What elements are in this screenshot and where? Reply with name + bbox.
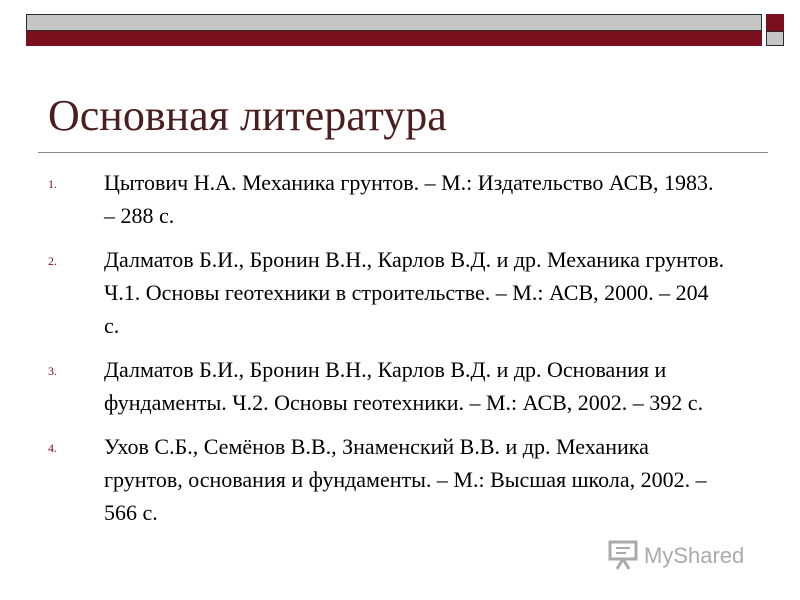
header-gray-square <box>766 31 784 46</box>
header-maroon-square <box>766 14 784 31</box>
watermark-text: MyShared <box>644 543 745 568</box>
list-item-number: 1. <box>48 177 57 191</box>
reference-list <box>48 166 728 540</box>
header-maroon-bar <box>26 31 762 46</box>
list-item <box>48 243 728 342</box>
list-item-text: Цытович Н.А. Механика грунтов. – М.: Издательство АСВ, 1983. – 288 с. <box>104 170 714 228</box>
presentation-screen-icon <box>606 536 766 572</box>
list-item-number: 4. <box>48 441 57 455</box>
list-item <box>48 353 728 419</box>
title-divider <box>38 152 768 153</box>
watermark-logo <box>606 536 766 572</box>
list-item-number: 2. <box>48 254 57 268</box>
list-item <box>48 430 728 529</box>
list-item-text: Ухов С.Б., Семёнов В.В., Знаменский В.В. и др. Механика грунтов, основания и фундаменты. – М.: Высшая школа, 2002. – 566 с. <box>104 434 707 525</box>
header-gray-bar <box>26 14 762 31</box>
slide-title: Основная литература <box>48 91 447 140</box>
list-item <box>48 166 728 232</box>
list-item-text: Далматов Б.И., Бронин В.Н., Карлов В.Д. и др. Основания и фундаменты. Ч.2. Основы геотехники. – М.: АСВ, 2002. – 392 с. <box>104 357 704 415</box>
list-item-number: 3. <box>48 364 57 378</box>
list-item-text: Далматов Б.И., Бронин В.Н., Карлов В.Д. и др. Механика грунтов. Ч.1. Основы геотехники в строительстве. – М.: АСВ, 2000. – 204 с. <box>104 247 725 338</box>
